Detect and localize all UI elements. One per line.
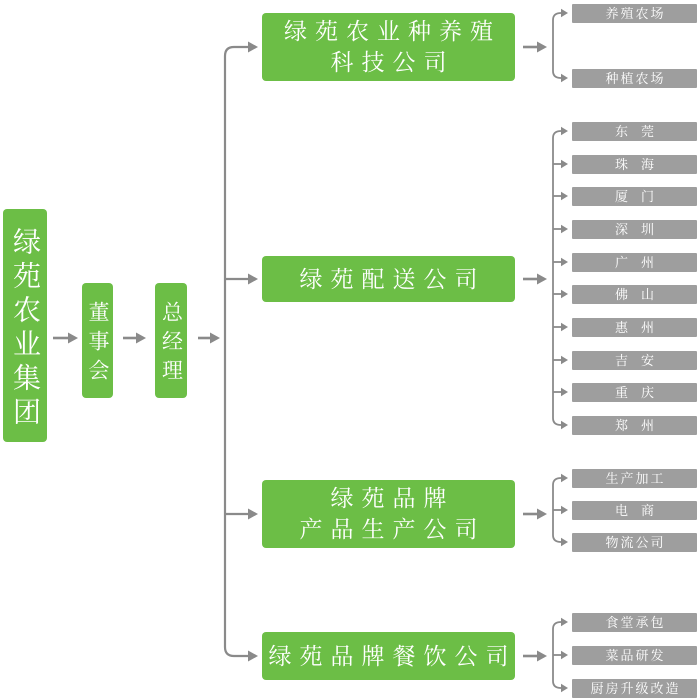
- branch-label-line: 绿苑品牌: [330, 485, 455, 511]
- child-node: [572, 155, 697, 174]
- arrowhead-icon: [136, 333, 146, 344]
- child-node: [572, 416, 697, 435]
- arrowhead-icon: [561, 323, 568, 331]
- child-node: [572, 679, 697, 698]
- child-node: [572, 318, 697, 337]
- child-label: 惠州: [614, 319, 667, 335]
- arrowhead-icon: [537, 42, 547, 53]
- child-label: 郑州: [614, 417, 667, 433]
- child-label: 厨房升级改造: [590, 680, 681, 696]
- arrowhead-icon: [561, 127, 568, 135]
- branch-label-line: 产品生产公司: [299, 516, 486, 542]
- branch-label-line: 绿苑品牌餐饮公司: [268, 642, 517, 669]
- child-node: [572, 646, 697, 665]
- child-label: 生产加工: [605, 470, 666, 486]
- child-node: [572, 383, 697, 402]
- arrowhead-icon: [537, 274, 547, 285]
- child-label: 种植农场: [605, 70, 666, 86]
- child-node: [572, 533, 697, 552]
- arrowhead-icon: [561, 651, 568, 659]
- child-label: 厦门: [614, 188, 667, 204]
- branch-node: [262, 632, 515, 680]
- arrowhead-icon: [561, 421, 568, 429]
- child-node: [572, 4, 697, 23]
- child-label: 养殖农场: [605, 5, 666, 21]
- arrowhead-icon: [561, 506, 568, 514]
- child-label: 珠海: [614, 156, 667, 172]
- arrowhead-icon: [561, 74, 568, 82]
- child-node: [572, 351, 697, 370]
- branch-node: [262, 13, 515, 81]
- arrowhead-icon: [561, 192, 568, 200]
- arrowhead-icon: [561, 160, 568, 168]
- branch-label-line: 绿苑农业种养殖: [284, 18, 501, 44]
- child-node: [572, 220, 697, 239]
- branch-node: [262, 256, 515, 302]
- child-node: [572, 501, 697, 520]
- arrowhead-icon: [561, 9, 568, 17]
- branch-node: [262, 480, 515, 548]
- arrowhead-icon: [248, 509, 258, 520]
- child-label: 食堂承包: [605, 614, 666, 630]
- arrowhead-icon: [561, 388, 568, 396]
- arrowhead-icon: [561, 618, 568, 626]
- arrowhead-icon: [68, 333, 78, 344]
- arrowhead-icon: [210, 333, 220, 344]
- arrowhead-icon: [561, 290, 568, 298]
- bracket-line: [553, 131, 561, 425]
- bracket-line: [553, 13, 561, 78]
- child-label: 吉安: [614, 352, 667, 368]
- arrowhead-icon: [537, 509, 547, 520]
- branch-label-line: 绿苑配送公司: [299, 265, 486, 292]
- child-label: 广州: [614, 254, 667, 270]
- org-node-root: 绿苑农业集团: [3, 209, 47, 442]
- child-node: [572, 285, 697, 304]
- arrowhead-icon: [537, 651, 547, 662]
- arrowhead-icon: [248, 274, 258, 285]
- child-node: [572, 613, 697, 632]
- arrowhead-icon: [248, 651, 258, 662]
- trunk-line: [225, 47, 248, 656]
- arrowhead-icon: [561, 356, 568, 364]
- child-node: [572, 69, 697, 88]
- child-node: [572, 187, 697, 206]
- child-label: 东莞: [614, 123, 667, 139]
- branch-label-line: 科技公司: [330, 49, 455, 75]
- child-label: 电商: [614, 502, 667, 518]
- arrowhead-icon: [248, 42, 258, 53]
- child-label: 深圳: [614, 221, 667, 237]
- arrowhead-icon: [561, 538, 568, 546]
- child-label: 菜品研发: [605, 647, 666, 663]
- org-node-general-manager: 总经理: [155, 283, 187, 398]
- child-node: [572, 253, 697, 272]
- child-label: 物流公司: [605, 534, 666, 550]
- arrowhead-icon: [561, 225, 568, 233]
- org-node-board: 董事会: [82, 283, 113, 398]
- child-label: 佛山: [614, 286, 667, 302]
- child-node: [572, 122, 697, 141]
- arrowhead-icon: [561, 258, 568, 266]
- arrowhead-icon: [561, 684, 568, 692]
- child-label: 重庆: [614, 384, 667, 400]
- child-node: [572, 469, 697, 488]
- arrowhead-icon: [561, 474, 568, 482]
